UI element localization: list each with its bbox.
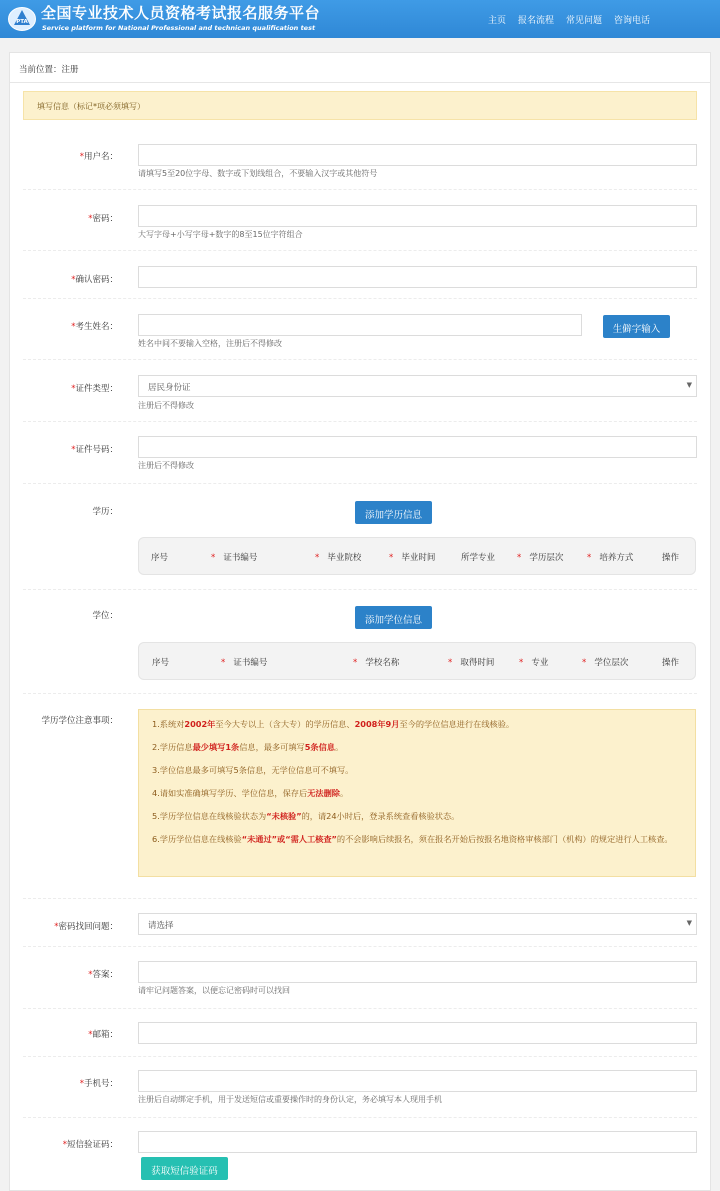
- password-hint: 大写字母+小写字母+数字的8至15位字符组合: [138, 230, 303, 239]
- education-table: [138, 537, 696, 575]
- divider: [23, 693, 697, 694]
- username-hint: 请填写5至20位字母、数字或下划线组合，不要输入汉字或其他符号: [138, 169, 378, 178]
- id-type-label: *证件类型：: [71, 384, 118, 394]
- site-title: 全国专业技术人员资格考试报名服务平台: [41, 4, 321, 22]
- answer-label: *答案：: [88, 970, 118, 980]
- divider: [23, 250, 697, 251]
- rare-char-input-button[interactable]: 生僻字输入: [603, 315, 670, 338]
- table-header: * 毕业时间: [389, 553, 436, 563]
- answer-input[interactable]: [138, 961, 697, 983]
- email-input[interactable]: [138, 1022, 697, 1044]
- add-education-button[interactable]: 添加学历信息: [355, 501, 432, 524]
- table-header: * 学位层次: [582, 658, 629, 668]
- table-header: 操作: [662, 553, 680, 563]
- divider: [23, 483, 697, 484]
- table-header: * 取得时间: [448, 658, 495, 668]
- note-line-5: 5.学历学位信息在线核验状态为“未核验”的，请24小时后，登录系统查看核验状态。: [152, 811, 460, 821]
- note-line-4: 4.请如实准确填写学历、学位信息，保存后无法删除。: [152, 788, 349, 798]
- education-label: 学历：: [92, 507, 118, 517]
- answer-hint: 请牢记问题答案，以便忘记密码时可以找回: [138, 986, 290, 995]
- username-label: *用户名：: [79, 152, 118, 162]
- table-header: * 培养方式: [587, 553, 634, 563]
- password-input[interactable]: [138, 205, 697, 227]
- get-sms-code-button[interactable]: 获取短信验证码: [141, 1157, 228, 1180]
- nav-home[interactable]: 主页: [487, 16, 506, 26]
- name-label: *考生姓名：: [71, 322, 118, 332]
- note-line-3: 3.学位信息最多可填写5条信息，无学位信息可不填写。: [152, 765, 354, 775]
- required-notice: 填写信息（标记*项必须填写）: [23, 91, 697, 120]
- email-label: *邮箱：: [88, 1030, 118, 1040]
- confirm-password-label: *确认密码：: [71, 275, 118, 285]
- degree-table: [138, 642, 696, 680]
- table-header: 所学专业: [461, 553, 496, 563]
- chevron-down-icon: ▼: [686, 381, 692, 389]
- nav-process[interactable]: 报名流程: [517, 16, 554, 26]
- divider: [23, 946, 697, 947]
- note-line-2: 2.学历信息最少填写1条信息，最多可填写5条信息。: [152, 742, 344, 752]
- edu-notes-label: 学历学位注意事项：: [41, 716, 118, 726]
- phone-label: *手机号：: [79, 1079, 118, 1089]
- phone-input[interactable]: [138, 1070, 697, 1092]
- divider: [23, 359, 697, 360]
- divider: [23, 298, 697, 299]
- id-number-label: *证件号码：: [71, 445, 118, 455]
- id-number-hint: 注册后不得修改: [138, 461, 194, 470]
- security-question-select[interactable]: 请选择 ▼: [138, 913, 697, 935]
- name-hint: 姓名中间不要输入空格，注册后不得修改: [138, 339, 282, 348]
- confirm-password-input[interactable]: [138, 266, 697, 288]
- table-header: 序号: [151, 553, 169, 563]
- divider: [23, 189, 697, 190]
- top-nav: [488, 13, 650, 26]
- username-input[interactable]: [138, 144, 697, 166]
- id-number-input[interactable]: [138, 436, 697, 458]
- nav-faq[interactable]: 常见问题: [565, 16, 602, 26]
- divider: [23, 589, 697, 590]
- table-header: * 证书编号: [211, 553, 258, 563]
- sms-code-input[interactable]: [138, 1131, 697, 1153]
- register-panel: [9, 52, 711, 1191]
- table-header: 序号: [152, 658, 170, 668]
- divider: [23, 1056, 697, 1057]
- edu-notes-box: [138, 709, 696, 877]
- table-header: * 学历层次: [517, 553, 564, 563]
- security-question-label: *密码找回问题：: [54, 922, 118, 932]
- divider: [23, 1008, 697, 1009]
- nav-contact[interactable]: 咨询电话: [613, 16, 650, 26]
- sms-code-label: *短信验证码：: [62, 1140, 118, 1150]
- id-type-select[interactable]: 居民身份证 ▼: [138, 375, 697, 397]
- breadcrumb: 当前位置：注册: [10, 53, 710, 83]
- table-header: * 证书编号: [221, 658, 268, 668]
- svg-text:PTA: PTA: [16, 19, 28, 25]
- degree-label: 学位：: [92, 611, 118, 621]
- divider: [23, 1117, 697, 1118]
- note-line-1: 1.系统对2002年至今大专以上（含大专）的学历信息、2008年9月至今的学位信息进行在线核验。: [152, 719, 515, 729]
- divider: [23, 421, 697, 422]
- table-header: * 专业: [519, 658, 549, 668]
- pta-logo-icon: [8, 7, 36, 31]
- name-input[interactable]: [138, 314, 582, 336]
- note-line-6: 6.学历学位信息在线核验“未通过”或“需人工核查”的不会影响后续报名，须在报名开始后按报名地资格审核部门（机构）的规定进行人工核查。: [152, 834, 673, 844]
- divider: [23, 898, 697, 899]
- table-header: * 毕业院校: [315, 553, 362, 563]
- site-subtitle: Service platform for National Professional and technican qualification test: [42, 24, 316, 32]
- top-header: [0, 0, 720, 38]
- add-degree-button[interactable]: 添加学位信息: [355, 606, 432, 629]
- phone-hint: 注册后自动绑定手机，用于发送短信或重要操作时的身份认定，务必填写本人现用手机: [138, 1095, 442, 1104]
- table-header: * 学校名称: [353, 658, 400, 668]
- table-header: 操作: [662, 658, 680, 668]
- chevron-down-icon: ▼: [686, 919, 692, 927]
- password-label: *密码：: [88, 214, 118, 224]
- id-type-hint: 注册后不得修改: [138, 401, 194, 410]
